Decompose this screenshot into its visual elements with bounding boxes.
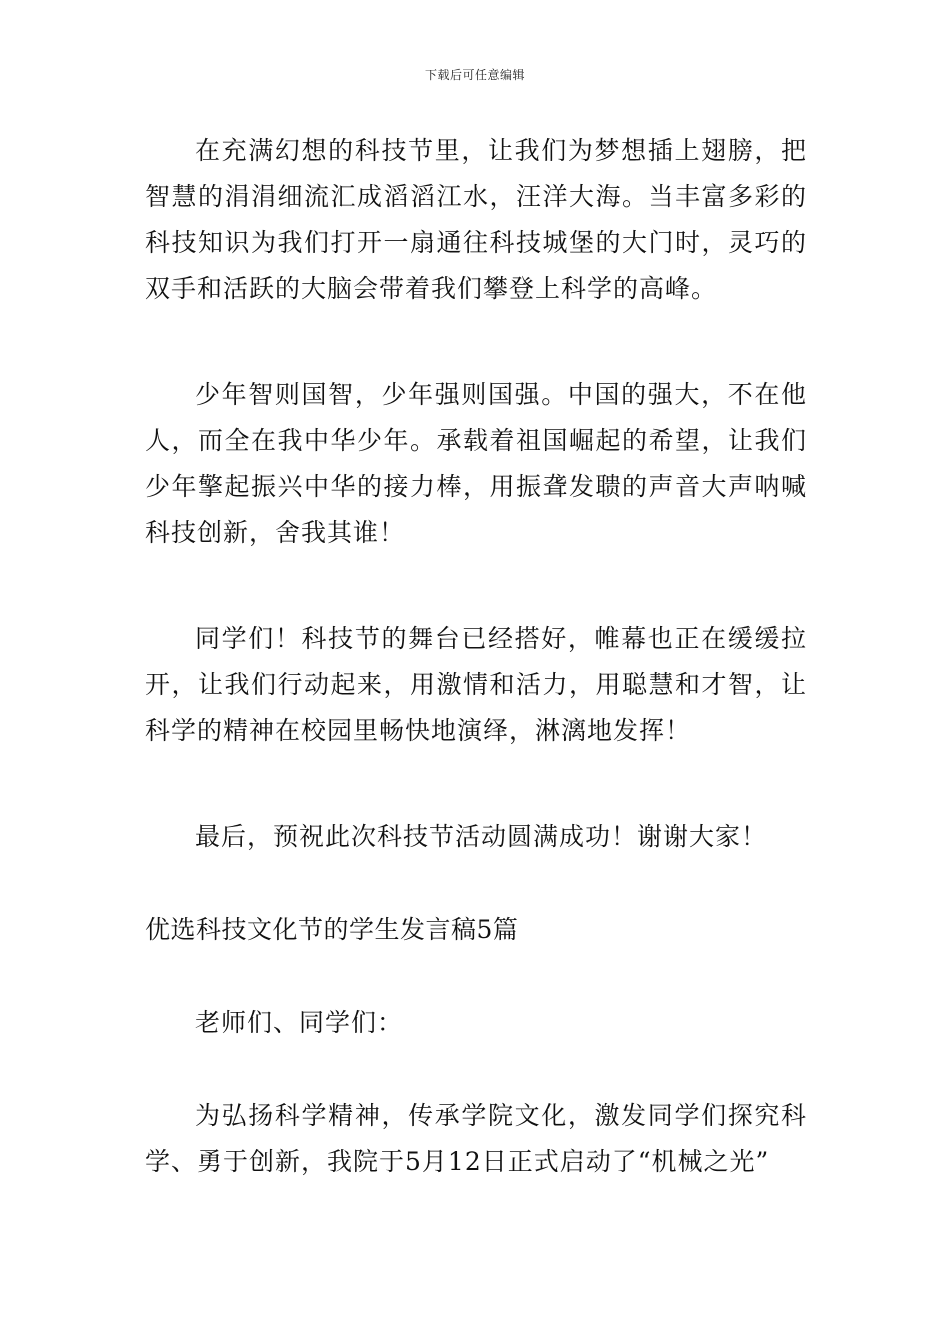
document-body [145, 128, 807, 1185]
greeting: 老师们、同学们： [195, 1008, 404, 1037]
paragraph-closing: 最后，预祝此次科技节活动圆满成功！谢谢大家！ [195, 822, 768, 851]
page-header-note: 下载后可任意编辑 [424, 68, 525, 82]
paragraph-intro: 为弘扬科学精神，传承学院文化，激发同学们探究科学、勇于创新，我院于5月12日正式启动了“机械之光” [145, 1101, 807, 1176]
section-title: 优选科技文化节的学生发言稿5篇 [145, 915, 519, 944]
paragraph-stage: 同学们！科技节的舞台已经搭好，帷幕也正在缓缓拉开，让我们行动起来，用激情和活力，用聪慧和才智，让科学的精神在校园里畅快地演绎，淋漓地发挥！ [145, 624, 807, 745]
paragraph-youth: 少年智则国智，少年强则国强。中国的强大，不在他人，而全在我中华少年。承载着祖国崛起的希望，让我们少年擎起振兴中华的接力棒，用振聋发聩的声音大声呐喊科技创新，舍我其谁！ [145, 380, 807, 547]
paragraph-dream: 在充满幻想的科技节里，让我们为梦想插上翅膀，把智慧的涓涓细流汇成滔滔江水，汪洋大海。当丰富多彩的科技知识为我们打开一扇通往科技城堡的大门时，灵巧的双手和活跃的大脑会带着我们攀登上科学的高峰。 [145, 136, 807, 303]
